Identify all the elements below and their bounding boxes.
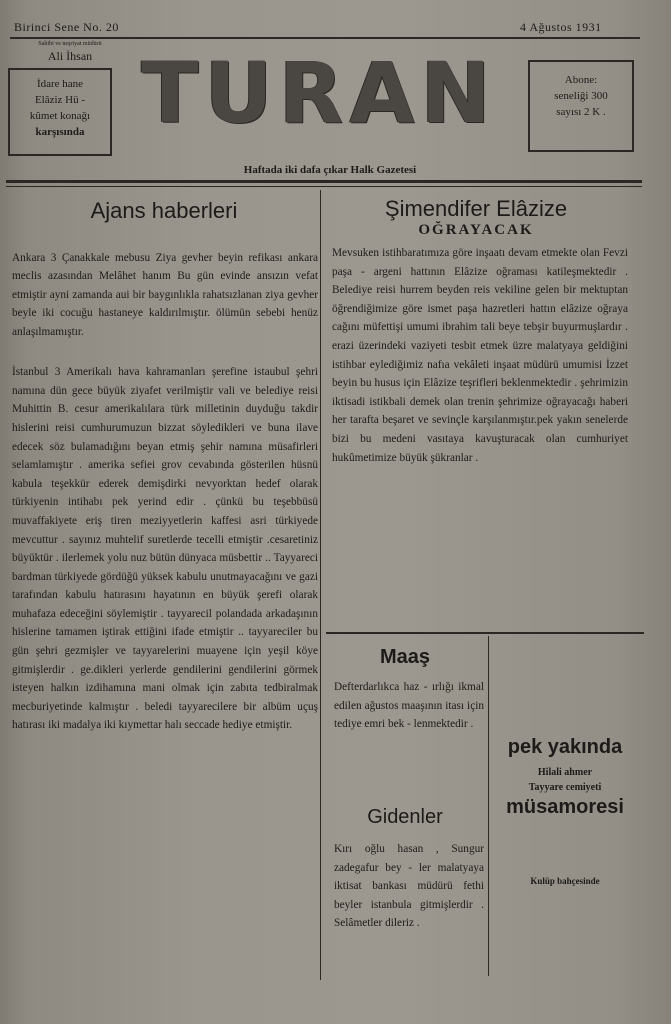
maas-headline: Maaş (379, 646, 431, 668)
simendifer-body: Mevsuken istihbaratımıza göre inşaatı devam etmekte olan Fevzi paşa - argeni hattının Elâzize oğraması katileşmektedir . Belediye reisi hurrem beyden reis vekiline gelen bir mektuptan öğrendiğimize göre ismet paşa hazretleri hattın elâzize oğraya cağını müfettişi umumi ibrahim tali beye tebşir buyurmuşlardır . erazi üzerindeki vaziyeti tesbit etmek üzre malatyaya geldiğini istihbar eylediğimiz nafıa vekâleti inşaat müdürü umumisi İzzet beyin bu husus için Elâzize teşrifleri beklenmektedir . şehrimizin iktisadi istikbali demek olan trenin şehrimize oğrayacağı haberi her tarafta beşaret ve sevinçle karşılanmıştır.pek yakın senelerde bizi bu medeni vasıtaya kavuşturacak olan cumhuriyet hukûmetimize büyük şükranlar . (332, 247, 628, 464)
owner-name: Ali İhsan (47, 49, 93, 63)
gidenler-body: Kırı oğlu hasan , Sungur zadegafur bey - ler malatyaya iktisat bankası müdürü fethi beyler istanbula gitmişlerdir . Selâmetler dileriz . (334, 843, 484, 930)
gidenler-headline: Gidenler (367, 806, 443, 828)
top-rule (10, 37, 640, 39)
musamore-line3: Tayyare cemiyeti (528, 782, 602, 793)
subscription-line: sayısı 2 K . (556, 106, 606, 118)
musamore-footer: Kulüp bahçesinde (530, 876, 600, 886)
masthead-rule-thin (6, 186, 642, 187)
office-address-box (8, 68, 112, 156)
newspaper-title: TURAN (141, 44, 497, 142)
ajans-headline: Ajans haberleri (90, 198, 238, 223)
musamore-line2: Hilali ahmer (537, 767, 593, 778)
ajans-paragraph: Ankara 3 Çanakkale mebusu Ziya gevher beyin refikası ankara meclis azasından Melâhet hanım Bu gün evinde ansızın vefat etmiştir ayni zamanda aui bir baygınlıkla rahatsızlanan ziya gevher beyle iki cocuğu hastaneye kaldırılmıştır. ölümün sebebi henüz anlaşılmamıştır. (12, 251, 318, 338)
simendifer-headline: Şimendifer Elâzize (384, 196, 568, 221)
issue-date: 4 Ağustos 1931 (520, 20, 602, 34)
masthead-rule (6, 180, 642, 183)
owner-label: Sahibi ve neşriyat müdürü (38, 41, 102, 47)
musamore-line4: müsamoresi (506, 796, 624, 818)
ajans-body (12, 230, 318, 990)
right-column-divider (488, 636, 489, 976)
office-line: kûmet konağı (29, 110, 91, 122)
subscription-box (528, 60, 634, 152)
office-line: Elâziz Hü - (34, 94, 86, 106)
subscription-line: seneliği 300 (554, 90, 608, 102)
musamore-line1: pek yakında (507, 736, 623, 758)
newspaper-subtitle: Haftada iki dafa çıkar Halk Gazetesi (243, 164, 417, 176)
office-line: İdare hane (36, 78, 84, 90)
subscription-line: Abone: (564, 74, 598, 86)
column-divider (320, 190, 321, 980)
office-line: karşısında (35, 126, 85, 138)
maas-body: Defterdarlıkca haz - ırlığı ikmal edilen ağustos maaşının itası için tediye emri bek - lenmektedir . (334, 681, 484, 731)
issue-number: Birinci Sene No. 20 (14, 20, 119, 34)
ajans-paragraph: İstanbul 3 Amerikalı hava kahramanları şerefine istaubul şehri namına dün gece büyük ziyafet verilmiştir vali ve belediye reisi Muhittin B. cesur amerikalılara türk milletinin duyduğu takdir hislerini reisi cumhurumuzun bizzat söyledikleri ve buna ilave edecek söz bulamadığını beyan etmiş şehir namına müsafirleri selamlamıştır . amerika sefiei grov cevabında gösterilen hüsnü kabula teşekkür ederek demişdirki nevyorktan hedef olarak türkiyenin intihabı pek yerind edir . çünkü bu teşebbüsü muvaffakiyete eriş tiren meziyyetlerin kaffesi asri türkiyede mevcuttur . sayınız muhtelif suretlerde tecelli etmiştir .cesaretiniz büyüktür . ilerlemek yolu nuz bütün dünyaca müsbettir .. Tayyareci bardman türkiyede gördüğü yüksek kabulu unutmayacağını ve gazi tarafından kabulu hatırasını hayatının en büyük şerefi olarak muhafaza edeceğini söylemiştir . tayyarecil polandada arkadaşının hislerine tamamen iştirak ettiğini ifade etmiştir .. tayyareciler bu gün şehri gezmişler ve tayyarelerini muayene için yeşil köye gitmişlerdir . ge.dikleri yerlerde gendilerini gendilerini görmek isteyen halkın izdihamına mani olmak için zabıta tedbiralmak mecburiyetinde kalmıştır . beledi tayyarecilere bir albüm uçuş hatırası iki madalya iki kıymettar halı seccade hediye etmiştir. (12, 366, 318, 732)
simendifer-subheadline: OĞRAYACAK (418, 222, 534, 238)
section-rule (326, 632, 644, 634)
